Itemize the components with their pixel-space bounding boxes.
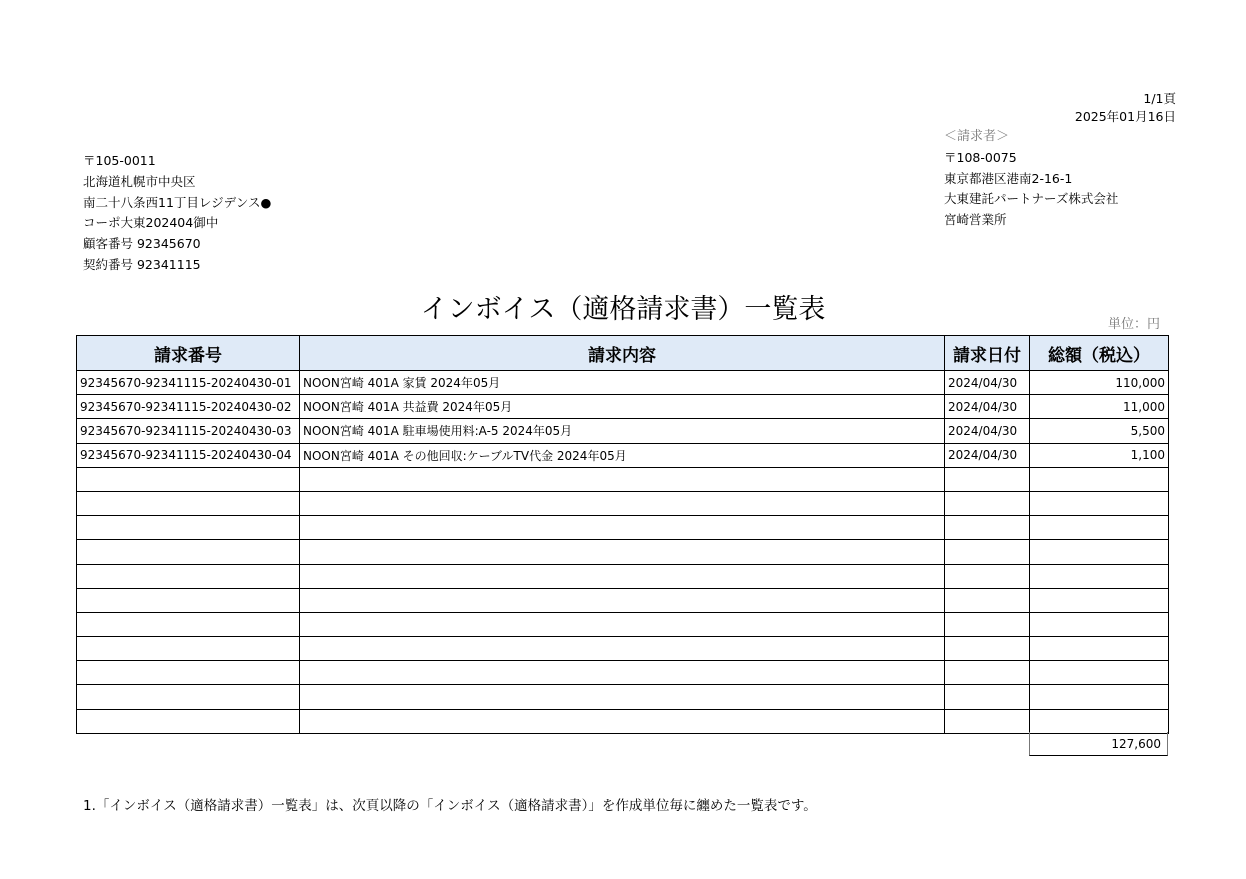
- table-row: [77, 564, 1169, 588]
- cell-invoice-number: [77, 661, 300, 685]
- cell-total-amount: 11,000: [1030, 395, 1169, 419]
- cell-invoice-date: [945, 516, 1030, 540]
- cell-invoice-content: NOON宮崎 401A 家賃 2024年05月: [300, 371, 945, 395]
- cell-invoice-date: 2024/04/30: [945, 419, 1030, 443]
- cell-total-amount: 1,100: [1030, 443, 1169, 467]
- cell-invoice-date: [945, 588, 1030, 612]
- cell-invoice-date: [945, 637, 1030, 661]
- table-row: [77, 371, 1169, 395]
- table-row: [77, 709, 1169, 733]
- cell-invoice-content: NOON宮崎 401A 共益費 2024年05月: [300, 395, 945, 419]
- table-row: [77, 612, 1169, 636]
- cell-invoice-content: NOON宮崎 401A その他回収:ケーブルTV代金 2024年05月: [300, 443, 945, 467]
- cell-total-amount: [1030, 516, 1169, 540]
- issuer-address-block: [944, 127, 1118, 231]
- table-row: [77, 516, 1169, 540]
- cell-invoice-date: [945, 661, 1030, 685]
- header-total-amount: 総額（税込）: [1030, 336, 1169, 371]
- cell-invoice-date: 2024/04/30: [945, 395, 1030, 419]
- issue-date: 2025年01月16日: [1074, 109, 1176, 124]
- cell-invoice-number: [77, 588, 300, 612]
- cell-invoice-date: [945, 709, 1030, 733]
- invoice-list-table: [76, 335, 1169, 734]
- header-invoice-content: 請求内容: [300, 336, 945, 371]
- customer-address-block: [83, 151, 271, 276]
- table-body: [77, 371, 1169, 734]
- issuer-header: ＜請求者＞: [944, 129, 1010, 144]
- document-title: インボイス（適格請求書）一覧表: [420, 294, 826, 325]
- cell-invoice-number: [77, 637, 300, 661]
- table-row: [77, 467, 1169, 491]
- cell-invoice-date: [945, 685, 1030, 709]
- issuer-company: 大東建託パートナーズ株式会社: [944, 191, 1119, 207]
- cell-invoice-content: [300, 709, 945, 733]
- cell-total-amount: [1030, 661, 1169, 685]
- page-number: 1/1頁: [1143, 91, 1176, 106]
- unit-note: 単位：円: [1107, 317, 1160, 332]
- cell-total-amount: [1030, 709, 1169, 733]
- cell-invoice-date: 2024/04/30: [945, 443, 1030, 467]
- cell-invoice-content: [300, 661, 945, 685]
- customer-address-line-2: 南二十八条西11丁目レジデンス●: [83, 194, 272, 210]
- cell-invoice-date: [945, 467, 1030, 491]
- table-row: [77, 419, 1169, 443]
- cell-total-amount: [1030, 588, 1169, 612]
- customer-name: コーポ大東202404御中: [83, 215, 219, 231]
- cell-invoice-number: 92345670-92341115-20240430-02: [77, 395, 300, 419]
- cell-invoice-content: [300, 612, 945, 636]
- cell-invoice-date: [945, 540, 1030, 564]
- customer-number: 顧客番号 92345670: [83, 236, 201, 252]
- cell-invoice-content: [300, 516, 945, 540]
- cell-invoice-number: [77, 612, 300, 636]
- cell-total-amount: [1030, 491, 1169, 515]
- header-invoice-date: 請求日付: [945, 336, 1030, 371]
- cell-total-amount: [1030, 564, 1169, 588]
- cell-invoice-number: [77, 685, 300, 709]
- cell-total-amount: [1030, 637, 1169, 661]
- cell-invoice-number: [77, 467, 300, 491]
- cell-invoice-number: [77, 491, 300, 515]
- cell-total-amount: [1030, 685, 1169, 709]
- table-row: [77, 395, 1169, 419]
- customer-address-line-1: 北海道札幌市中央区: [83, 173, 196, 189]
- cell-invoice-content: [300, 564, 945, 588]
- table-row: [77, 661, 1169, 685]
- cell-invoice-content: [300, 491, 945, 515]
- cell-invoice-date: 2024/04/30: [945, 371, 1030, 395]
- table-header-row: [77, 336, 1169, 371]
- cell-invoice-content: NOON宮崎 401A 駐車場使用料:A-5 2024年05月: [300, 419, 945, 443]
- cell-invoice-content: [300, 588, 945, 612]
- cell-invoice-number: [77, 516, 300, 540]
- cell-invoice-date: [945, 491, 1030, 515]
- cell-invoice-number: [77, 709, 300, 733]
- cell-total-amount: 110,000: [1030, 371, 1169, 395]
- table-row: [77, 491, 1169, 515]
- cell-total-amount: [1030, 612, 1169, 636]
- cell-invoice-content: [300, 467, 945, 491]
- contract-number: 契約番号 92341115: [83, 256, 201, 272]
- table-row: [77, 685, 1169, 709]
- cell-invoice-date: [945, 564, 1030, 588]
- footnote: 1.「インボイス（適格請求書）一覧表」は、次頁以降の「インボイス（適格請求書）」を作成単位毎に纏めた一覧表です。: [83, 798, 817, 814]
- cell-total-amount: 5,500: [1030, 419, 1169, 443]
- table-row: [77, 588, 1169, 612]
- cell-invoice-content: [300, 540, 945, 564]
- cell-total-amount: [1030, 467, 1169, 491]
- cell-invoice-number: [77, 564, 300, 588]
- table-row: [77, 540, 1169, 564]
- cell-invoice-content: [300, 685, 945, 709]
- cell-invoice-number: [77, 540, 300, 564]
- cell-invoice-number: 92345670-92341115-20240430-03: [77, 419, 300, 443]
- customer-postal-code: 〒105-0011: [83, 153, 156, 168]
- cell-invoice-content: [300, 637, 945, 661]
- table-row: [77, 637, 1169, 661]
- issuer-postal-code: 〒108-0075: [944, 149, 1017, 165]
- table-row: [77, 443, 1169, 467]
- cell-invoice-date: [945, 612, 1030, 636]
- cell-total-amount: [1030, 540, 1169, 564]
- issuer-address: 東京都港区港南2-16-1: [944, 170, 1073, 186]
- header-invoice-number: 請求番号: [77, 336, 300, 371]
- cell-invoice-number: 92345670-92341115-20240430-04: [77, 443, 300, 467]
- issuer-office: 宮崎営業所: [944, 212, 1007, 228]
- cell-invoice-number: 92345670-92341115-20240430-01: [77, 371, 300, 395]
- grand-total: 127,600: [1029, 732, 1168, 756]
